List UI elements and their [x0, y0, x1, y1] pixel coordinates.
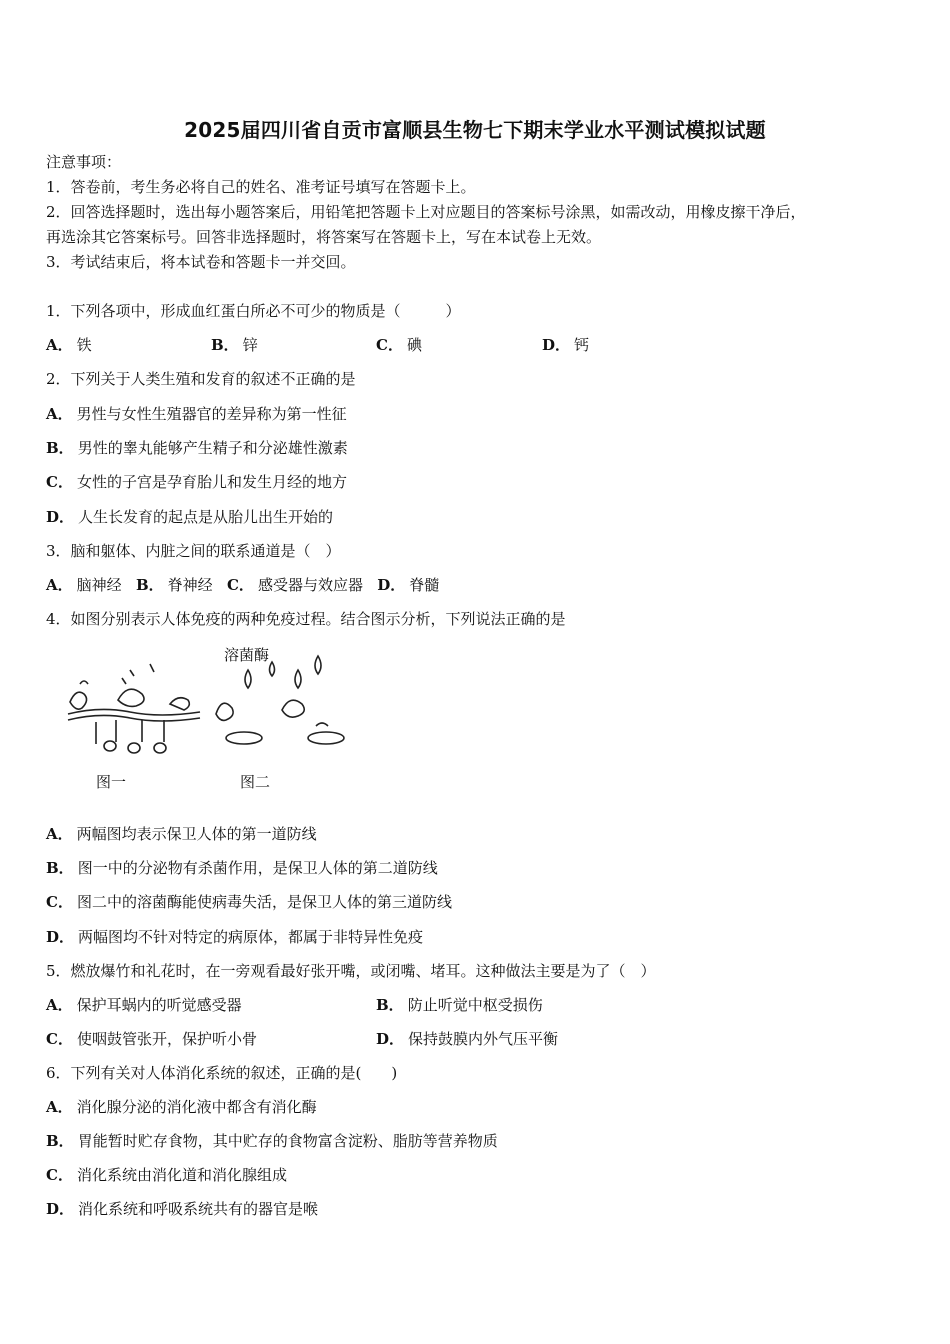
option [46, 507, 333, 527]
figure-caption-two: 图二 [240, 773, 271, 791]
option-text: 保持鼓膜内外气压平衡 [408, 1030, 559, 1048]
option [46, 404, 347, 424]
option-text: 消化系统和呼吸系统共有的器官是喉 [78, 1200, 319, 1218]
question-stem: 3．脑和躯体、内脏之间的联系通道是（ ） [46, 542, 341, 560]
option-letter: C． [376, 336, 403, 354]
option-text: 铁 [76, 336, 92, 354]
option-text: 消化腺分泌的消化液中都含有消化酶 [76, 1098, 317, 1116]
option-letter: B． [46, 439, 74, 457]
option-text: 胃能暂时贮存食物，其中贮存的食物富含淀粉、脂肪等营养物质 [77, 1132, 498, 1150]
option-letter: A． [46, 825, 73, 843]
option-text: 男性与女性生殖器官的差异称为第一性征 [76, 405, 347, 423]
option-text: 保护耳蜗内的听觉感受器 [76, 996, 242, 1014]
option-text: 锌 [242, 336, 258, 354]
option [376, 1029, 558, 1049]
option-letter: A． [46, 405, 73, 423]
notice-item: 3．考试结束后，将本试卷和答题卡一并交回。 [46, 253, 356, 271]
option-letter: C． [46, 893, 73, 911]
option-letter: B． [211, 336, 239, 354]
option-letter: D． [46, 928, 75, 946]
option-letter: D． [542, 336, 571, 354]
option-text: 女性的子宫是孕育胎儿和发生月经的地方 [76, 473, 347, 491]
question-stem: 5．燃放爆竹和礼花时，在一旁观看最好张开嘴，或闭嘴、堵耳。这种做法主要是为了（ ） [46, 962, 656, 980]
option-letter: A． [46, 996, 73, 1014]
option-text: 碘 [406, 336, 422, 354]
option-text: 图二中的溶菌酶能使病毒失活，是保卫人体的第三道防线 [76, 893, 452, 911]
figure-one-drawing [68, 664, 200, 753]
option [376, 995, 543, 1015]
option-text: 男性的睾丸能够产生精子和分泌雄性激素 [77, 439, 348, 457]
option-letter: B． [135, 576, 164, 594]
option [46, 892, 452, 912]
question-stem: 4．如图分别表示人体免疫的两种免疫过程。结合图示分析，下列说法正确的是 [46, 610, 566, 628]
option-letter: C． [46, 473, 73, 491]
option-text: 钙 [574, 336, 590, 354]
option [46, 1097, 317, 1117]
question-stem: 6．下列有关对人体消化系统的叙述，正确的是( ) [46, 1064, 398, 1082]
option-letter: C． [46, 1166, 73, 1184]
option [211, 335, 258, 355]
option-text: 两幅图均表示保卫人体的第一道防线 [76, 825, 317, 843]
option [46, 335, 92, 355]
option [542, 335, 589, 355]
option-letter: D． [46, 1200, 75, 1218]
option-text: 使咽鼓管张开，保护听小骨 [76, 1030, 257, 1048]
option-text: 消化系统由消化道和消化腺组成 [76, 1166, 287, 1184]
option-letter: C． [46, 1030, 73, 1048]
option-letter: A． [46, 336, 73, 354]
option [46, 824, 317, 844]
option-text: 图一中的分泌物有杀菌作用，是保卫人体的第二道防线 [77, 859, 438, 877]
option-text: 人生长发育的起点是从胎儿出生开始的 [78, 508, 334, 526]
option [46, 1199, 318, 1219]
question-stem: 2．下列关于人类生殖和发育的叙述不正确的是 [46, 370, 356, 388]
option-letter: A． [46, 1098, 73, 1116]
option-text: 防止听觉中枢受损伤 [407, 996, 543, 1014]
notice-heading: 注意事项： [46, 153, 122, 171]
notice-item: 再选涂其它答案标号。回答非选择题时，将答案写在答题卡上，写在本试卷上无效。 [46, 228, 602, 246]
option-text: 脊髓 [409, 576, 440, 594]
option-letter: B． [46, 1132, 74, 1150]
option [46, 927, 423, 947]
option-letter: B． [46, 859, 74, 877]
figure-caption-one: 图一 [96, 773, 127, 791]
option [46, 1131, 498, 1151]
question-stem: 1．下列各项中，形成血红蛋白所必不可少的物质是（ ） [46, 302, 461, 320]
option-letter: C． [226, 576, 254, 594]
figure-label-enzyme: 溶菌酶 [224, 646, 270, 664]
option-text: 两幅图均不针对特定的病原体，都属于非特异性免疫 [78, 928, 424, 946]
notice-item: 2．回答选择题时，选出每小题答案后，用铅笔把答题卡上对应题目的答案标号涂黑，如需改动，用橡皮擦干净后， [46, 203, 806, 221]
option-text: 脊神经 [167, 576, 213, 594]
option [46, 1029, 257, 1049]
option-letter: D． [46, 508, 75, 526]
option [376, 335, 422, 355]
option [46, 995, 242, 1015]
option-letter: D． [376, 1030, 405, 1048]
option-letter: D． [377, 576, 406, 594]
option-text: 感受器与效应器 [257, 576, 363, 594]
option [46, 1165, 287, 1185]
option [46, 472, 347, 492]
option-row [46, 575, 439, 595]
notice-item: 1．答卷前，考生务必将自己的姓名、准考证号填写在答题卡上。 [46, 178, 476, 196]
option-text: 脑神经 [76, 576, 122, 594]
immune-figure [60, 640, 360, 800]
option-letter: B． [376, 996, 404, 1014]
option [46, 858, 438, 878]
option [46, 438, 348, 458]
page-title: 2025届四川省自贡市富顺县生物七下期末学业水平测试模拟试题 [184, 118, 766, 142]
option-letter: A． [46, 576, 73, 594]
figure-two-drawing [216, 656, 344, 744]
